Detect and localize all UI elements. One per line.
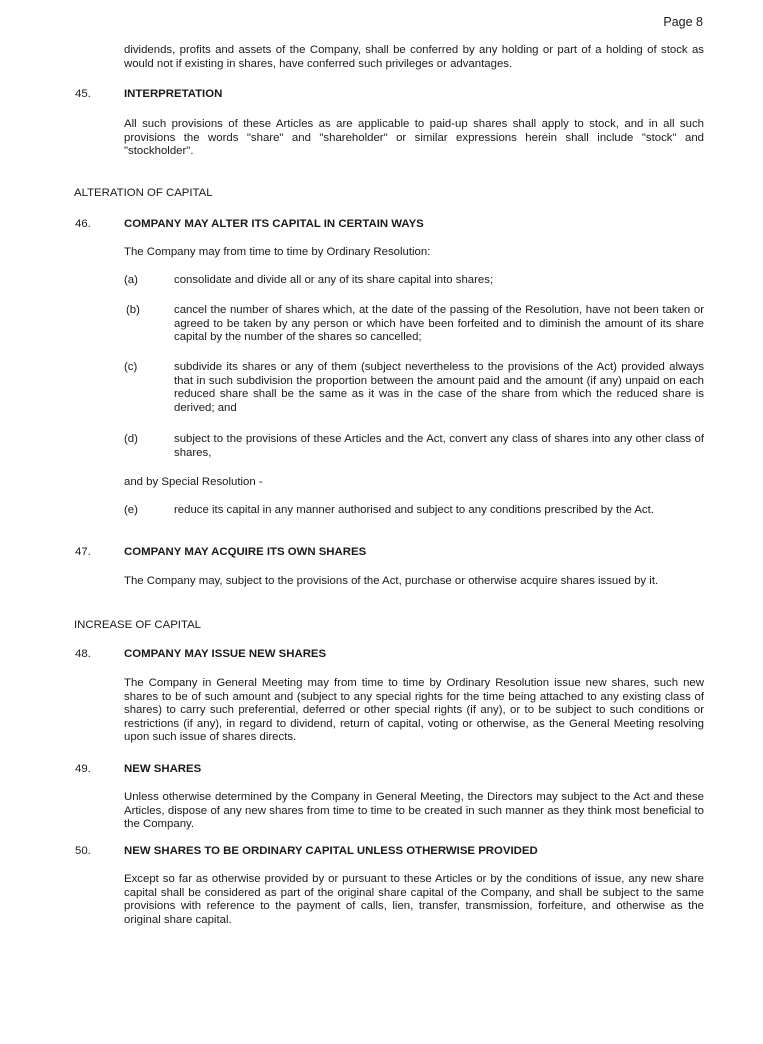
- item-e-label: (e): [124, 504, 138, 516]
- special-resolution-lead: and by Special Resolution -: [124, 476, 263, 488]
- item-c-label: (c): [124, 361, 138, 373]
- article-48-body: The Company in General Meeting may from time to time by Ordinary Resolution issue new shares, such new shares to be of such amount and (subject to any special rights for the time being attached to any existing class of shares) to carry such preferential, deferred or other special rights (if any), or to be subject to such conditions or restrictions (if any), in regard to dividend, return of capital, voting or otherwise, as the General Meeting resolving upon such issue of shares directs.: [124, 677, 704, 744]
- item-d-label: (d): [124, 433, 138, 445]
- article-47-heading: COMPANY MAY ACQUIRE ITS OWN SHARES: [124, 546, 367, 558]
- section-alteration-of-capital: ALTERATION OF CAPITAL: [74, 187, 213, 199]
- article-50-heading: NEW SHARES TO BE ORDINARY CAPITAL UNLESS OTHERWISE PROVIDED: [124, 845, 538, 857]
- article-47-number: 47.: [75, 546, 91, 558]
- item-a-label: (a): [124, 274, 138, 286]
- article-48-number: 48.: [75, 648, 91, 660]
- article-47-body: The Company may, subject to the provisions of the Act, purchase or otherwise acquire shares issued by it.: [124, 575, 659, 587]
- article-48-heading: COMPANY MAY ISSUE NEW SHARES: [124, 648, 327, 660]
- article-46-lead: The Company may from time to time by Ordinary Resolution:: [124, 246, 431, 258]
- item-b-label: (b): [126, 304, 140, 316]
- section-increase-of-capital: INCREASE OF CAPITAL: [74, 619, 202, 631]
- article-45-heading: INTERPRETATION: [124, 88, 223, 100]
- article-49-body: Unless otherwise determined by the Company in General Meeting, the Directors may subject to the Act and these Articles, dispose of any new shares from time to time to be created in such manner as they think most beneficial to the Company.: [124, 791, 704, 831]
- article-50-body: Except so far as otherwise provided by or pursuant to these Articles or by the conditions of issue, any new share capital shall be considered as part of the original share capital of the Company, and shall be subject to the same provisions with reference to the payment of calls, lien, transfer, transmission, forfeiture, and otherwise as the original share capital.: [124, 873, 704, 926]
- item-a-text: consolidate and divide all or any of its share capital into shares;: [174, 274, 494, 286]
- article-45-body: All such provisions of these Articles as are applicable to paid-up shares shall apply to stock, and in all such provisions the words "share" and "shareholder" or similar expressions herein shall include "stock" and "stockholder".: [124, 118, 704, 158]
- article-49-number: 49.: [75, 763, 91, 775]
- item-b-text: cancel the number of shares which, at the date of the passing of the Resolution, have not been taken or agreed to be taken by any person or which have been forfeited and to diminish the amount of its share capital by the number of the shares so cancelled;: [174, 304, 704, 344]
- item-e-text: reduce its capital in any manner authorised and subject to any conditions prescribed by the Act.: [174, 504, 654, 516]
- item-d-text: subject to the provisions of these Articles and the Act, convert any class of shares into any other class of shares,: [174, 433, 704, 459]
- article-46-heading: COMPANY MAY ALTER ITS CAPITAL IN CERTAIN WAYS: [124, 218, 424, 230]
- item-c-text: subdivide its shares or any of them (subject nevertheless to the provisions of the Act) provided always that in such subdivision the proportion between the amount paid and the amount (if any) unpaid on each reduced share shall be the same as it was in the case of the share from which the reduced share is derived; and: [174, 361, 704, 414]
- intro-paragraph: dividends, profits and assets of the Company, shall be conferred by any holding or part of a holding of stock as would not if existing in shares, have conferred such privileges or advantages.: [124, 44, 704, 70]
- article-45-number: 45.: [75, 88, 91, 100]
- article-50-number: 50.: [75, 845, 91, 857]
- article-46-number: 46.: [75, 218, 91, 230]
- article-49-heading: NEW SHARES: [124, 763, 202, 775]
- page-number: Page 8: [663, 15, 703, 29]
